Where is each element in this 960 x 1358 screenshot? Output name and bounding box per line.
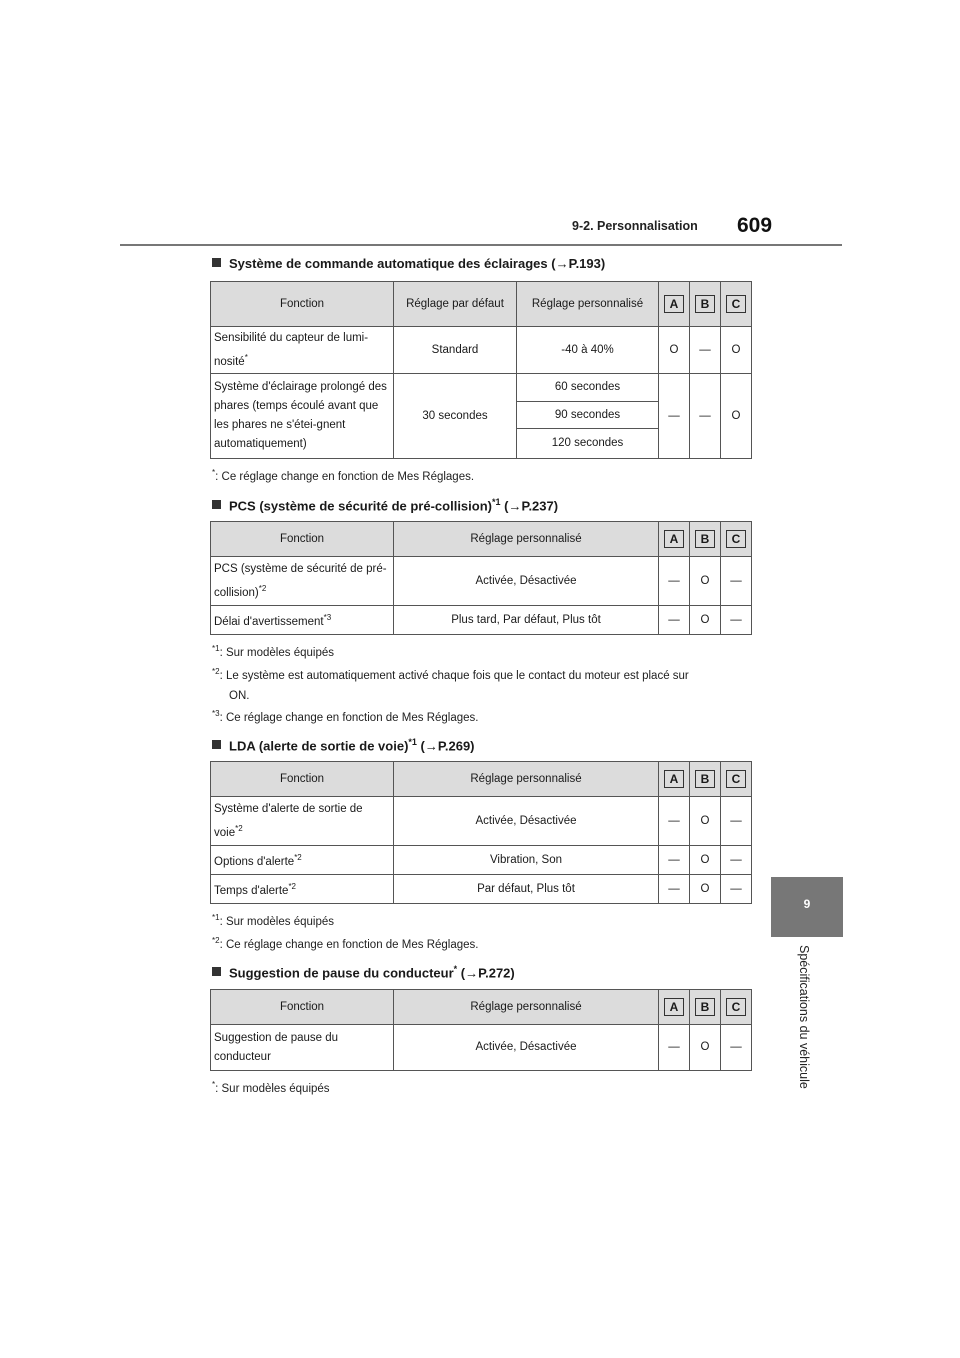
footnote: $^{*2}$: Le système est automatiquement activé chaque fois que le contact du moteur est placé sur ON. bbox=[212, 667, 689, 702]
footnote: $^{*1}$: Sur modèles équipés bbox=[212, 913, 334, 928]
header-a bbox=[659, 282, 690, 327]
footnote: $^{*2}$: Ce réglage change en fonction de Mes Réglages. bbox=[212, 936, 479, 951]
lighting-settings-table: Fonction Réglage par défaut Réglage personnalisé A B C Sensibilité du capteur de lumi-nosité* Standard -40 à 40% O — O Système d'éclairage prolongé des phares (temps écoulé avant que les phares ne s'étei-gnent automatiquement) 30 secondes 60 secondes — — O 90 secondes 120 secondes bbox=[210, 281, 752, 459]
a-box-icon: A bbox=[664, 998, 684, 1016]
header-fonction: Fonction bbox=[211, 762, 394, 797]
section-title-pcs: PCS (système de sécurité de pré-collision)$^{*1}$ (→P.237) bbox=[212, 497, 558, 513]
section-heading: 9-2. Personnalisation bbox=[572, 219, 698, 233]
header-perso: Réglage personnalisé bbox=[517, 282, 659, 327]
table-row: Système d'alerte de sortie de voie$^{*2}$ Activée, Désactivée — O — bbox=[211, 797, 752, 846]
square-bullet-icon bbox=[212, 500, 221, 509]
footnote: *: Sur modèles équipés bbox=[212, 1080, 330, 1095]
footnote: $^{*1}$: Sur modèles équipés bbox=[212, 644, 334, 659]
table-row: Délai d'avertissement$^{*3}$ Plus tard, Par défaut, Plus tôt — O — bbox=[211, 606, 752, 635]
table-row: Options d'alerte$^{*2}$ Vibration, Son — O — bbox=[211, 846, 752, 875]
c-box-icon: C bbox=[726, 770, 746, 788]
header-fonction: Fonction bbox=[211, 990, 394, 1025]
footnote: $^{*3}$: Ce réglage change en fonction de Mes Réglages. bbox=[212, 709, 479, 724]
section-title-lighting: Système de commande automatique des éclairages (→P.193) bbox=[212, 256, 605, 271]
table-row: Sensibilité du capteur de lumi-nosité* Standard -40 à 40% O — O bbox=[211, 327, 752, 374]
page-reference[interactable]: (→P.269) bbox=[420, 738, 475, 754]
page-reference[interactable]: →P.193) bbox=[555, 256, 606, 271]
table-row: Système d'éclairage prolongé des phares (temps écoulé avant que les phares ne s'étei-gnent automatiquement) 30 secondes 60 secondes — — O bbox=[211, 374, 752, 402]
pause-settings-table bbox=[210, 989, 752, 1071]
footnote: *: Ce réglage change en fonction de Mes Réglages. bbox=[212, 468, 475, 483]
section-title-pause: Suggestion de pause du conducteur* (→P.272) bbox=[212, 964, 515, 980]
header-b bbox=[690, 282, 721, 327]
table-row: PCS (système de sécurité de pré-collision)$^{*2}$ Activée, Désactivée — O — bbox=[211, 557, 752, 606]
c-box-icon: C bbox=[726, 530, 746, 548]
section-title-lda: LDA (alerte de sortie de voie)$^{*1}$ (→P.269) bbox=[212, 737, 475, 753]
c-box-icon: C bbox=[726, 998, 746, 1016]
b-box-icon: B bbox=[695, 998, 715, 1016]
b-box-icon: B bbox=[695, 295, 715, 313]
a-box-icon: A bbox=[664, 295, 684, 313]
page-number: 609 bbox=[737, 214, 773, 237]
square-bullet-icon bbox=[212, 258, 221, 267]
a-box-icon: A bbox=[664, 530, 684, 548]
square-bullet-icon bbox=[212, 967, 221, 976]
c-box-icon: C bbox=[726, 295, 746, 313]
header-divider bbox=[120, 244, 842, 246]
header-perso: Réglage personnalisé bbox=[394, 990, 659, 1025]
header-defaut: Réglage par défaut bbox=[394, 282, 517, 327]
table-row: Suggestion de pause du conducteur Activée, Désactivée — O — bbox=[211, 1025, 752, 1071]
pcs-settings-table bbox=[210, 521, 752, 635]
header-fonction: Fonction bbox=[211, 282, 394, 327]
a-box-icon: A bbox=[664, 770, 684, 788]
square-bullet-icon bbox=[212, 740, 221, 749]
b-box-icon: B bbox=[695, 770, 715, 788]
header-perso: Réglage personnalisé bbox=[394, 522, 659, 557]
header-perso: Réglage personnalisé bbox=[394, 762, 659, 797]
chapter-label: Spécifications du véhicule bbox=[797, 945, 811, 1089]
header-c bbox=[721, 282, 752, 327]
table-row: Temps d'alerte$^{*2}$ Par défaut, Plus tôt — O — bbox=[211, 875, 752, 904]
page-reference[interactable]: (→P.237) bbox=[504, 498, 559, 514]
b-box-icon: B bbox=[695, 530, 715, 548]
header-fonction: Fonction bbox=[211, 522, 394, 557]
page-reference[interactable]: (→P.272) bbox=[460, 965, 515, 981]
lda-settings-table bbox=[210, 761, 752, 904]
chapter-number: 9 bbox=[803, 897, 811, 911]
